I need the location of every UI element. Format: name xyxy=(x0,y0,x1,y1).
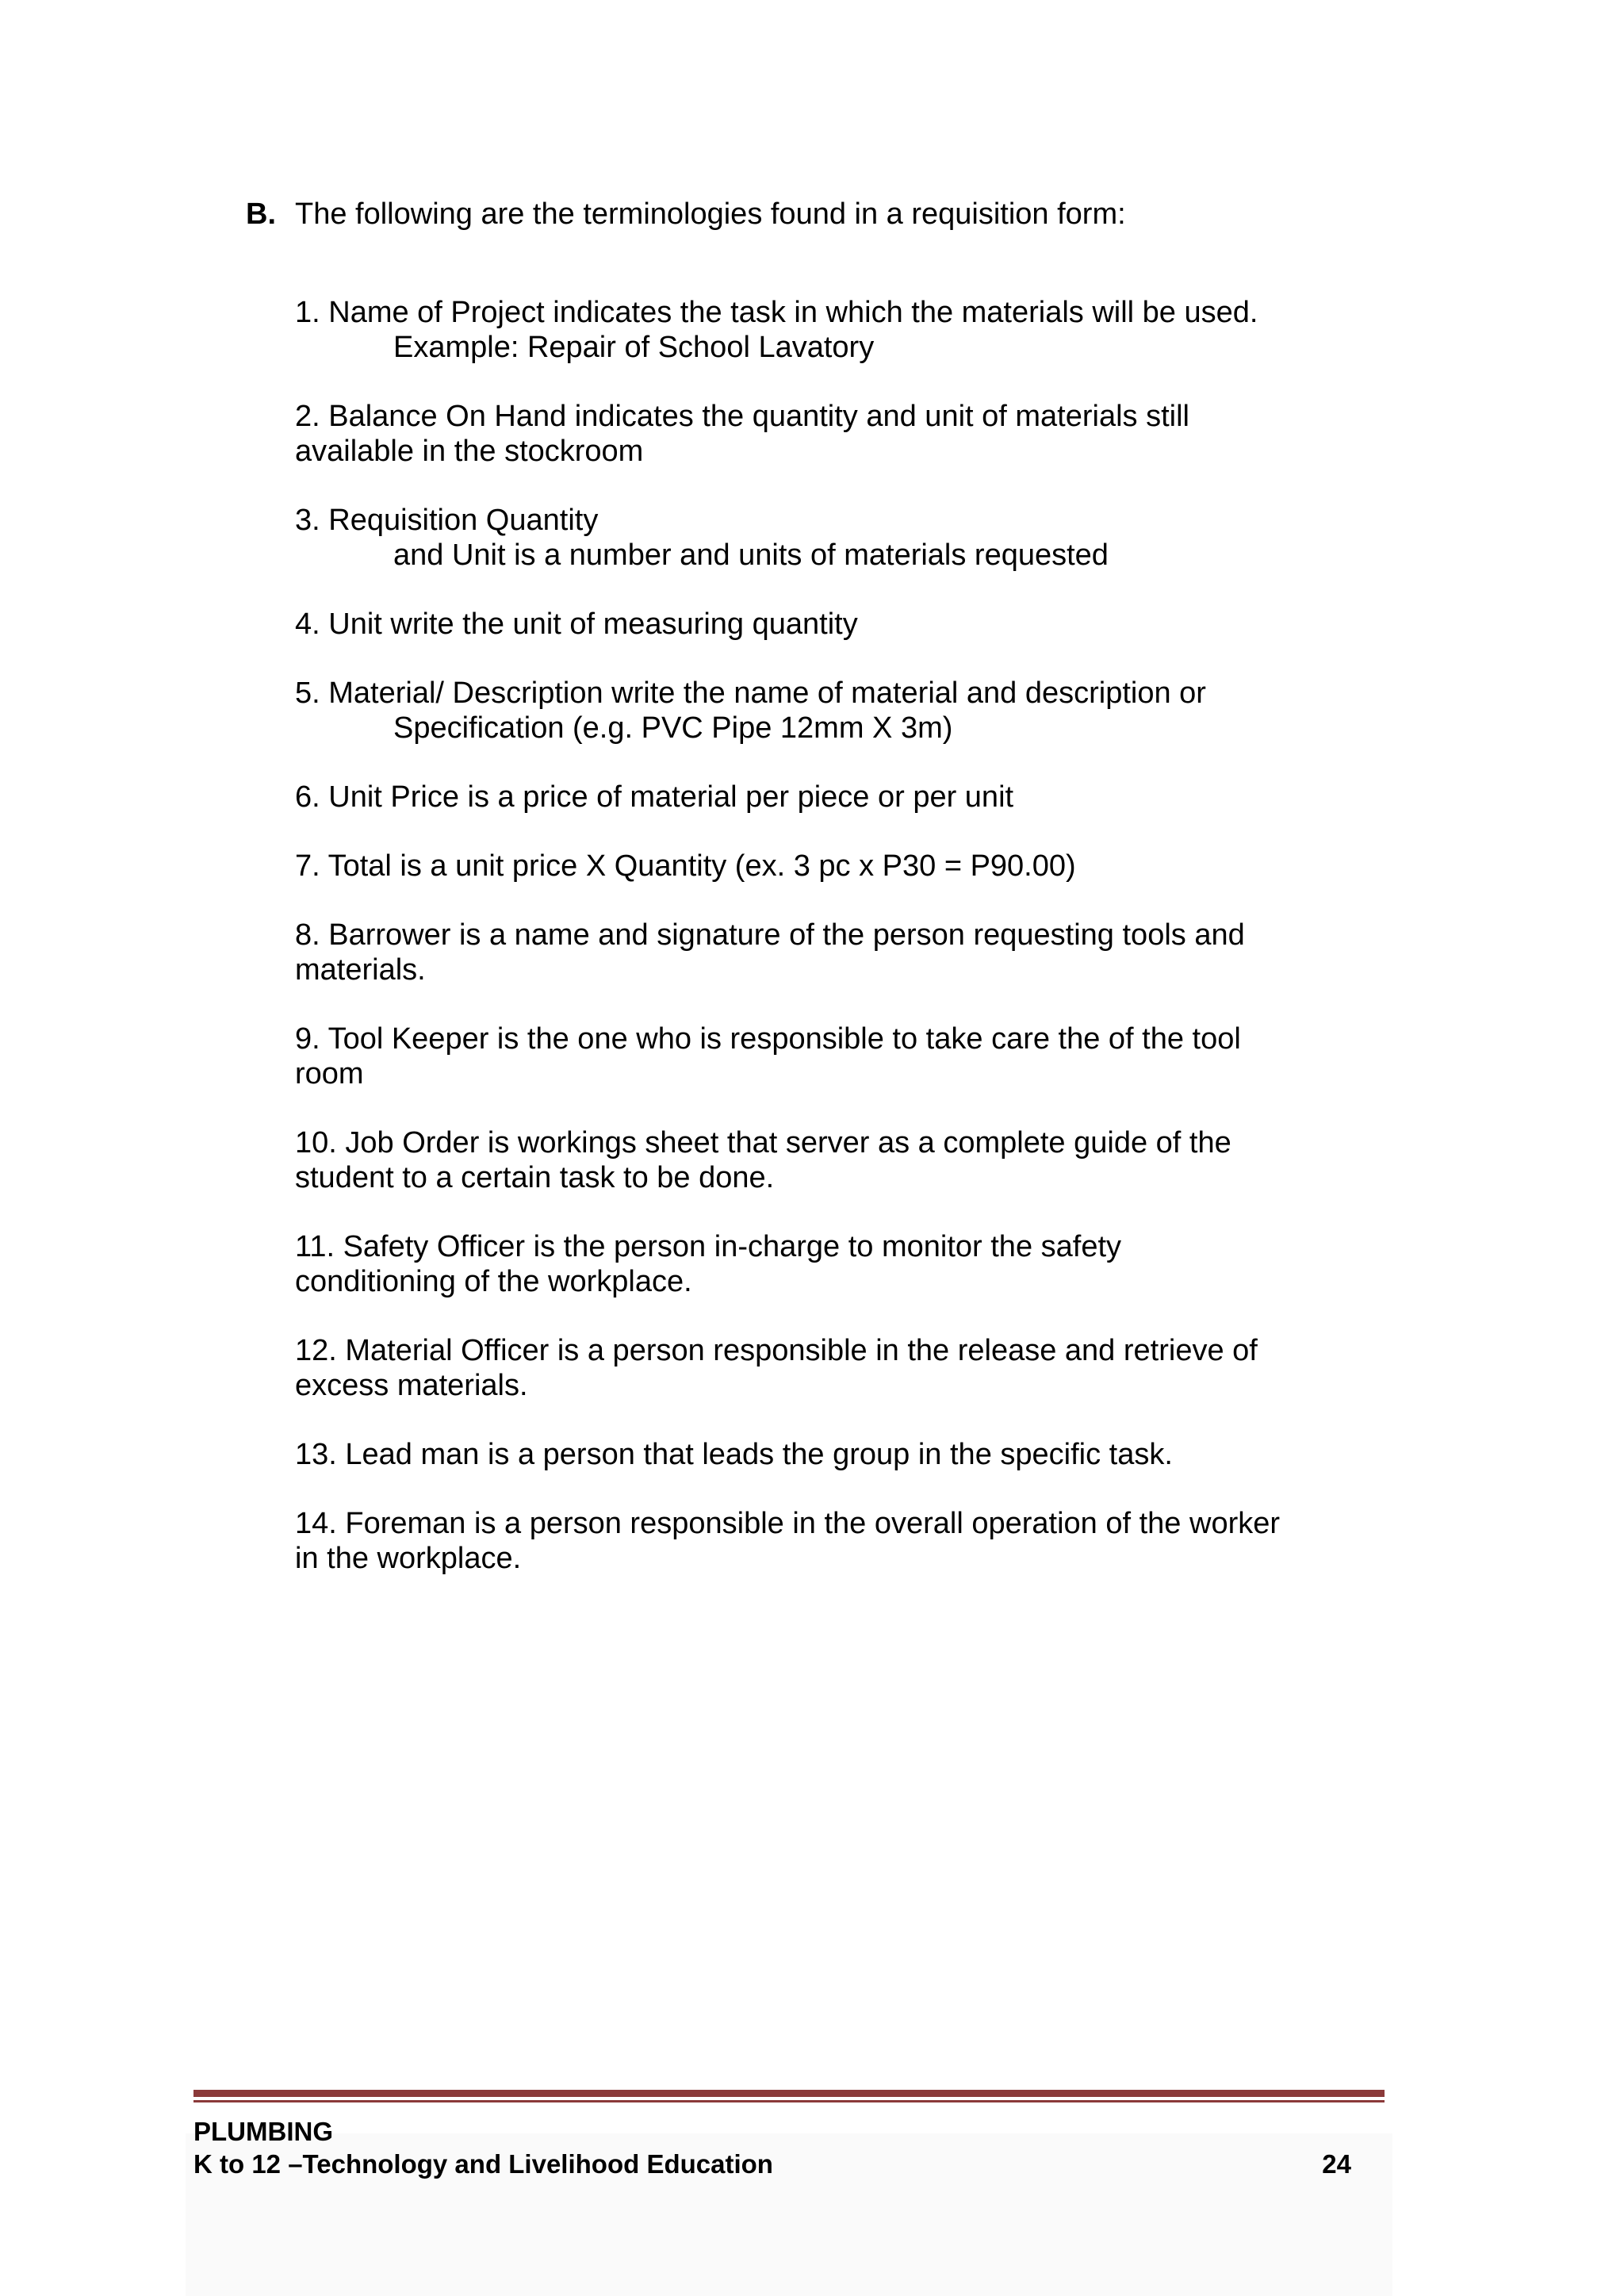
list-item xyxy=(295,607,1286,642)
term-text: 14. Foreman is a person responsible in the overall operation of the worker in the workplace. xyxy=(295,1507,1281,1575)
term-text: 5. Material/ Description write the name of material and description or xyxy=(295,677,1206,710)
term-text: 13. Lead man is a person that leads the group in the specific task. xyxy=(295,1438,1173,1471)
list-item xyxy=(295,399,1286,469)
list-item xyxy=(295,780,1286,815)
term-text: 7. Total is a unit price X Quantity (ex. 3 pc x P30 = P90.00) xyxy=(295,849,1076,883)
term-continuation: Specification (e.g. PVC Pipe 12mm X 3m) xyxy=(393,711,953,745)
footer-divider xyxy=(193,2090,1385,2097)
term-text: 4. Unit write the unit of measuring quantity xyxy=(295,608,858,641)
footer-text xyxy=(193,2115,1385,2180)
section-letter: B. xyxy=(246,197,276,231)
list-item xyxy=(295,1506,1286,1576)
term-continuation: and Unit is a number and units of materials requested xyxy=(393,539,1109,572)
term-text: 3. Requisition Quantity xyxy=(295,504,599,537)
list-item xyxy=(295,1022,1286,1091)
list-item xyxy=(295,503,1286,573)
term-example: Example: Repair of School Lavatory xyxy=(393,331,875,364)
list-item xyxy=(295,676,1286,746)
term-text: 9. Tool Keeper is the one who is responsible to take care the of the tool room xyxy=(295,1022,1241,1091)
section-heading xyxy=(246,195,1126,233)
list-item xyxy=(295,1333,1286,1403)
section-intro: The following are the terminologies found in a requisition form: xyxy=(295,197,1126,231)
term-text: 11. Safety Officer is the person in-charge to monitor the safety conditioning of the workplace. xyxy=(295,1230,1122,1298)
term-list xyxy=(295,295,1286,1610)
term-text: 12. Material Officer is a person responsible in the release and retrieve of excess materials. xyxy=(295,1334,1258,1402)
page-number: 24 xyxy=(1322,2149,1351,2179)
term-text: 1. Name of Project indicates the task in which the materials will be used. xyxy=(295,296,1258,329)
term-text: 10. Job Order is workings sheet that server as a complete guide of the student to a certain task to be done. xyxy=(295,1126,1231,1194)
term-text: 2. Balance On Hand indicates the quantity and unit of materials still available in the stockroom xyxy=(295,400,1189,468)
list-item xyxy=(295,295,1286,365)
list-item xyxy=(295,849,1286,884)
term-text: 6. Unit Price is a price of material per piece or per unit xyxy=(295,780,1014,814)
footer-divider-thin xyxy=(193,2100,1385,2102)
footer-course: K to 12 –Technology and Livelihood Education xyxy=(193,2149,773,2179)
term-text: 8. Barrower is a name and signature of the person requesting tools and materials. xyxy=(295,918,1245,987)
list-item xyxy=(295,1229,1286,1299)
list-item xyxy=(295,1125,1286,1195)
list-item xyxy=(295,1437,1286,1472)
page-footer xyxy=(193,2090,1385,2180)
list-item xyxy=(295,918,1286,987)
footer-subject: PLUMBING xyxy=(193,2117,333,2146)
